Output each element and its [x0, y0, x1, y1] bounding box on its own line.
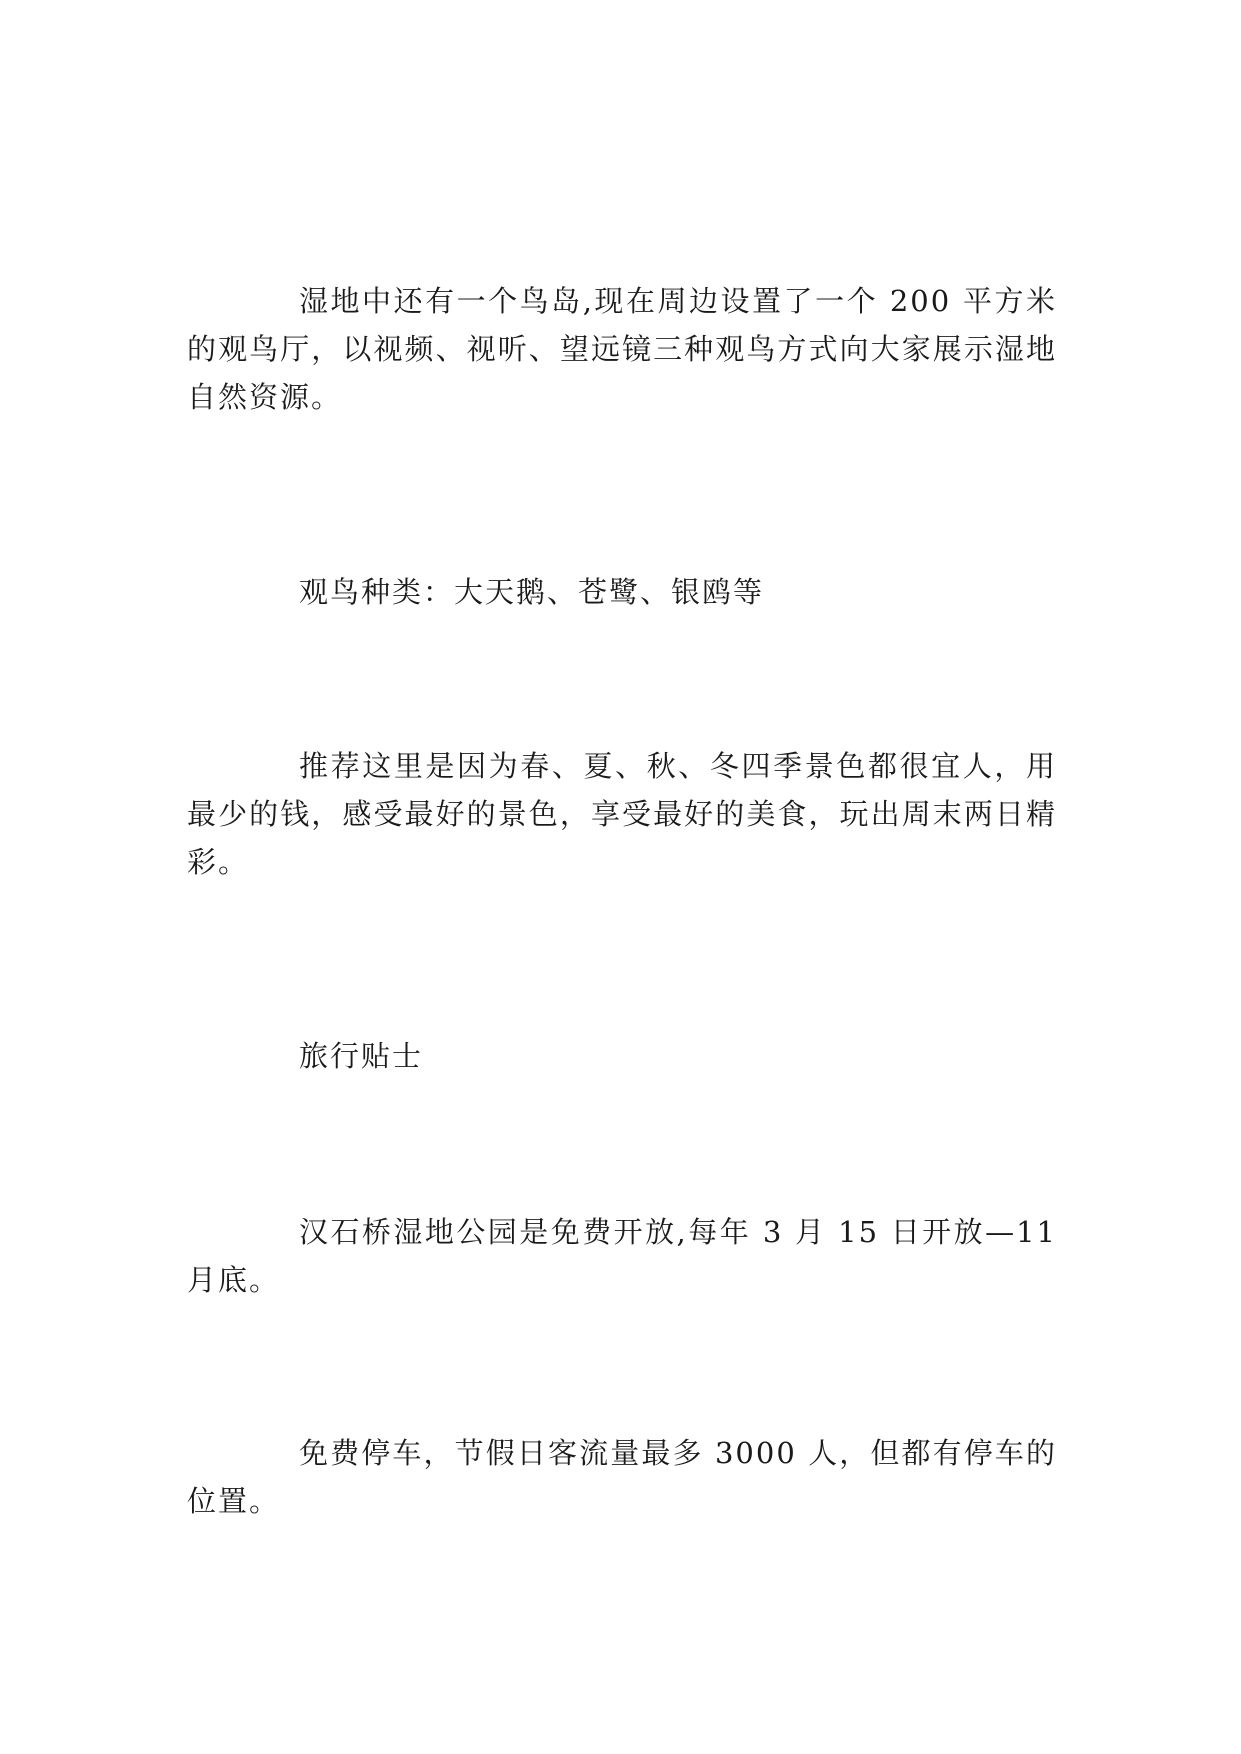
paragraph-bird-species: 观鸟种类：大天鹅、苍鹭、银鸥等 [299, 575, 765, 609]
paragraph-bird-island: 湿地中还有一个鸟岛,现在周边设置了一个 200 平方米的观鸟厅，以视频、视听、望远镜三种观鸟方式向大家展示湿地自然资源。 [187, 284, 1057, 414]
section-heading-travel-tips: 旅行贴士 [299, 1039, 424, 1073]
paragraph-recommendation: 推荐这里是因为春、夏、秋、冬四季景色都很宜人，用最少的钱，感受最好的景色，享受最好的美食，玩出周末两日精彩。 [187, 749, 1057, 879]
paragraph-opening-hours: 汉石桥湿地公园是免费开放,每年 3 月 15 日开放—11 月底。 [187, 1215, 1057, 1297]
paragraph-parking: 免费停车，节假日客流量最多 3000 人，但都有停车的位置。 [187, 1436, 1057, 1518]
